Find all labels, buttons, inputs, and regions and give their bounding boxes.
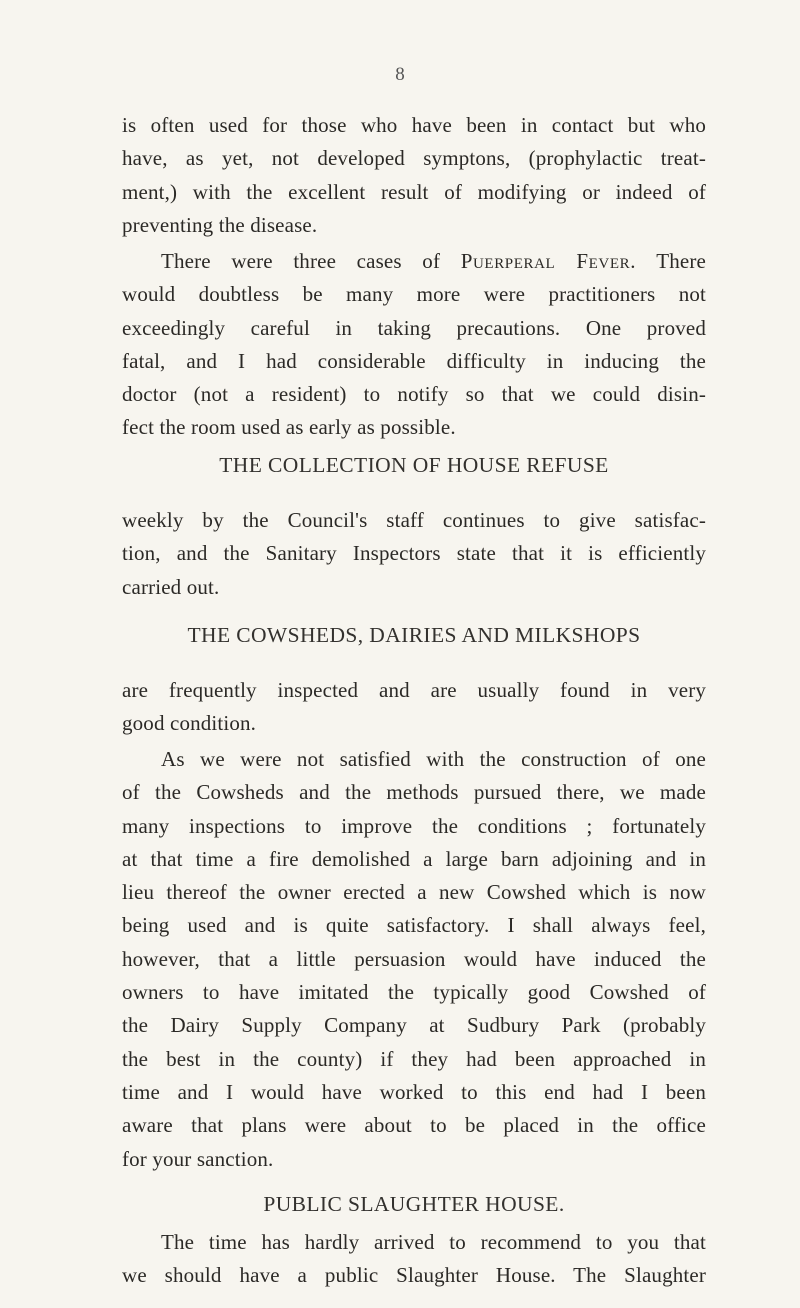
text-line: we should have a public Slaughter House. The Slaughter [122, 1263, 706, 1288]
text-line: at that time a fire demolished a large barn adjoining and in [122, 846, 706, 871]
section-heading-cowsheds: THE COWSHEDS, DAIRIES AND MILKSHOPS [187, 623, 641, 647]
text-line: carried out. [122, 574, 220, 599]
paragraph-slaughter-house [122, 1226, 706, 1293]
text-line: There were three cases of Puerperal Fever. There [161, 249, 706, 273]
text-line: time and I would have worked to this end had I been [122, 1079, 706, 1104]
text-line: The time has hardly arrived to recommend to you that [161, 1230, 706, 1254]
paragraph-house-refuse [122, 504, 706, 604]
text-line: many inspections to improve the conditions ; fortunately [122, 813, 706, 838]
text-line: exceedingly careful in taking precautions. One proved [122, 315, 706, 340]
text-line: weekly by the Council's staff continues to give satisfac- [122, 508, 706, 532]
text-line: would doubtless be many more were practitioners not [122, 282, 706, 307]
paragraph-puerperal-fever [122, 245, 706, 445]
text-line: doctor (not a resident) to notify so that we could disin- [122, 382, 706, 407]
text-line: aware that plans were about to be placed in the office [122, 1113, 706, 1138]
text-line: however, that a little persuasion would have induced the [122, 946, 706, 971]
section-heading-house-refuse: THE COLLECTION OF HOUSE REFUSE [219, 453, 609, 477]
text-line: owners to have imitated the typically good Cowshed of [122, 980, 706, 1005]
text-line: the best in the county) if they had been approached in [122, 1046, 706, 1071]
paragraph-cowsheds-condition [122, 674, 706, 741]
text-line: is often used for those who have been in contact but who [122, 113, 706, 137]
text-line: fect the room used as early as possible. [122, 415, 456, 440]
text-line: being used and is quite satisfactory. I shall always feel, [122, 913, 706, 938]
text-line: the Dairy Supply Company at Sudbury Park (probably [122, 1013, 706, 1038]
text-line: tion, and the Sanitary Inspectors state that it is efficiently [122, 541, 706, 566]
text-line: preventing the disease. [122, 212, 318, 237]
text-line: lieu thereof the owner erected a new Cowshed which is now [122, 880, 706, 905]
text-line: fatal, and I had considerable difficulty in inducing the [122, 348, 706, 373]
text-line: good condition. [122, 711, 257, 736]
section-heading-slaughter-house: PUBLIC SLAUGHTER HOUSE. [263, 1192, 565, 1216]
text-line: for your sanction. [122, 1146, 274, 1171]
text-line: of the Cowsheds and the methods pursued there, we made [122, 780, 706, 805]
paragraph-cowshed-construction [122, 743, 706, 1176]
text-line: are frequently inspected and are usually found in very [122, 678, 706, 702]
puerperal-fever-term: Puerperal Fever. [460, 249, 637, 273]
text-line: ment,) with the excellent result of modifying or indeed of [122, 179, 706, 204]
text-line: have, as yet, not developed symptons, (prophylactic treat- [122, 146, 706, 171]
page-number: 8 [395, 64, 405, 85]
text-line: As we were not satisfied with the construction of one [161, 747, 706, 771]
paragraph-prophylactic [122, 109, 706, 242]
